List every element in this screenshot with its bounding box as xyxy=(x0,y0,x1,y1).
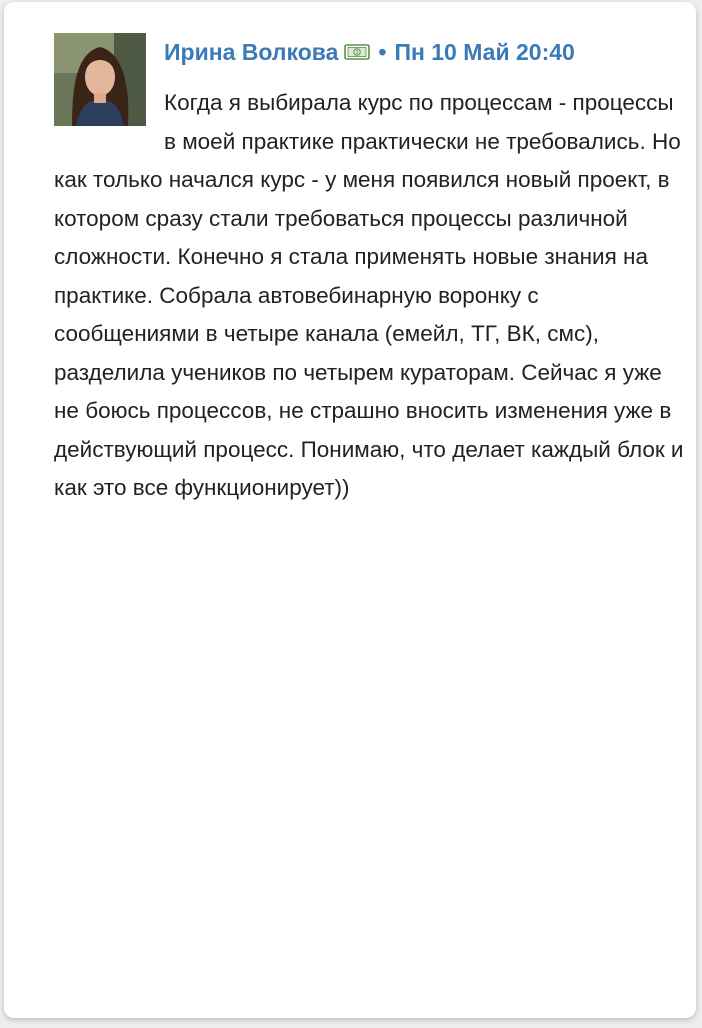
avatar-wrap-spacer xyxy=(54,84,164,132)
post-timestamp[interactable]: Пн 10 Май 20:40 xyxy=(394,38,575,65)
author-name[interactable]: Ирина Волкова xyxy=(164,38,339,65)
post-text: Когда я выбирала курс по процессам - процессы в моей практике практически не требовались. Но как только начался курс - у меня появился новый проект, в котором сразу стали требоваться процессы различной сложности. Конечно я стала применять новые знания на практике. Собрала автовебинарную воронку с сообщениями в четыре канала (емейл, ТГ, ВК, смс), разделила учеников по четырем кураторам. Сейчас я уже не боюсь процессов, не страшно вносить изменения уже в действующий процесс. Понимаю, что делает каждый блок и как это все функционирует)) xyxy=(54,90,684,500)
post-body xyxy=(54,84,684,508)
header-separator: • xyxy=(378,38,387,65)
money-icon xyxy=(344,43,370,61)
svg-text:0: 0 xyxy=(355,50,359,56)
post-header xyxy=(164,34,575,70)
review-card xyxy=(4,2,696,1018)
